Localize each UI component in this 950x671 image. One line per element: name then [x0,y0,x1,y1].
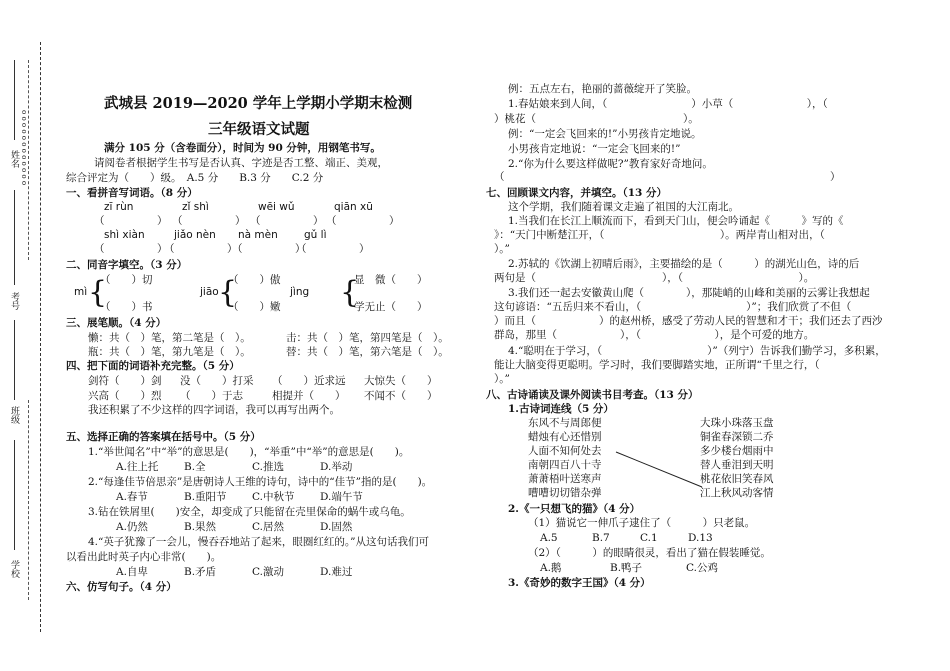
cat-q1: （1）猫说它一伸爪子逮住了（ ）只老鼠。 [528,517,756,529]
stroke-q2: 击：共（ ）笔，第四笔是（ ）。 [286,332,449,344]
name-label: 姓名 [9,150,19,168]
homophone-c1: 显 微（ ） [354,274,428,286]
option: D.举动 [320,461,353,473]
recall-q1-line1: 1.当我们在长江上顺流而下，看到天门山，便会吟诵起《 》写的《 [508,215,844,227]
section-1-heading: 一、看拼音写词语。（8 分） [66,187,198,199]
option: A.5 [540,532,558,544]
recall-q2-line1: 2.苏轼的《饮湖上初晴后雨》，主要描绘的是（ ）的湖光山色，诗的后 [508,258,860,270]
school-label: 学校 [9,560,19,578]
pinyin-2: zǐ shì [182,201,209,213]
choice-q1: 1.“举世闻名”中“举”的意思是( )，“举重”中“举”的意思是( )。 [88,446,410,458]
stroke-q3: 瓶：共（ ）笔，第九笔是（ ）。 [88,346,251,358]
option: C.中秋节 [252,491,295,503]
recall-q3-line2: 这句谚语：“五岳归来不看山，（ ）”；我们欣赏了不但（ [494,301,852,313]
rewrite-example-1: 例：五点左右，艳丽的蔷薇绽开了笑脸。 [508,83,697,95]
pinyin-6: jiǎo nèn [174,229,216,241]
homophone-c2: 学无止（ ） [354,301,428,313]
option: D.端午节 [320,491,363,503]
pinyin-8: gǔ lì [304,229,327,241]
answer-box: （ ） [172,215,246,227]
school-line [14,440,15,550]
intro-line-2: 综合评定为（ ）级。 A.5 分 B.3 分 C.2 分 [66,172,324,184]
idiom: 剑符（ ）剑 [88,375,162,387]
exam-info: 满分 105 分（含卷面分），时间为 90 分钟，用钢笔书写。 [104,142,381,154]
option: D.难过 [320,566,353,578]
option: B.果然 [184,521,217,533]
homophone-b2: （ ）嫩 [228,301,281,313]
poem-right-line: 桃花依旧笑春风 [700,473,774,485]
poem-right-line: 多少楼台烟雨中 [700,445,774,457]
option: C.居然 [252,521,284,533]
recall-intro: 这个学期，我们随着课文走遍了祖国的大江南北。 [508,201,739,213]
number-kingdom-heading: 3.《奇妙的数字王国》（4 分） [508,577,651,589]
rewrite-q2-answer: （ ） [494,171,841,183]
exam-no-line [14,190,15,285]
option: D.13 [688,532,713,544]
option: A.自卑 [116,566,148,578]
stroke-q4: 替：共（ ）笔，第六笔是（ ）。 [286,346,449,358]
brace-jiao: { [218,275,238,310]
answer-box: （ ） [94,215,168,227]
option: A.春节 [116,491,148,503]
cat-book-heading: 2.《一只想飞的猫》（4 分） [508,503,641,515]
rewrite-example-3: 小男孩肯定地说：“一定会飞回来的!” [508,143,681,155]
brace-mi: { [88,275,108,310]
section-7-heading: 七、回顾课文内容，并填空。（13 分） [486,187,668,199]
rewrite-example-2: 例：“一定会飞回来的!”小男孩肯定地说。 [508,128,702,140]
poetry-match-heading: 1.古诗词连线（5 分） [508,403,614,415]
option: C.1 [640,532,658,544]
idiom: 大惊失（ ） [364,375,438,387]
homophone-b1: （ ）傲 [228,274,281,286]
choice-q4-line2: 以看出此时英子内心非常( )。 [66,551,222,563]
idiom: 没（ ）打采 [180,375,254,387]
section-4-heading: 四、把下面的词语补充完整。（5 分） [66,360,240,372]
pinyin-3: wēi wǔ [258,201,295,213]
pinyin-1: zī rùn [104,201,134,213]
poem-right-line: 大珠小珠落玉盘 [700,417,774,429]
poem-left-line: 南朝四百八十寺 [528,459,602,471]
recall-q1-line3: ）。” [494,243,510,255]
idiom: 相提并（ ） [272,390,346,402]
binding-cut-line [40,42,41,632]
poem-right-line: 铜雀春深锁二乔 [700,431,774,443]
stroke-q1: 懒：共（ ）笔，第二笔是（ ）。 [88,332,251,344]
pinyin-jing: jìng [290,286,310,298]
poem-left-line: 东风不与周郎便 [528,417,602,429]
option: B.鸭子 [610,562,643,574]
recall-q4-line3: ）。” [494,373,510,385]
answer-box: （ ） [94,243,168,255]
intro-line-1: 请阅卷者根据学生书写是否认真、字迹是否工整、端正、美观， [94,157,388,169]
option: B.矛盾 [184,566,217,578]
option: A.往上托 [116,461,159,473]
name-line [14,60,15,140]
idiom: 兴高（ ）烈 [88,390,162,402]
option: C.公鸡 [686,562,718,574]
idiom: （ ）近求远 [272,375,346,387]
section-6-heading: 六、仿写句子。（4 分） [66,581,177,593]
choice-q2: 2.“每逢佳节倍思亲”是唐朝诗人王维的诗句，诗中的“佳节”指的是( )。 [88,476,433,488]
answer-box: （ ） [232,243,306,255]
exam-subtitle: 三年级语文试题 [208,121,310,138]
pinyin-4: qiān xū [334,201,373,213]
rewrite-q1-line1: 1.春姑娘来到人间，（ ）小草（ ），（ [508,98,828,110]
recall-q3-line4: 群岛，那里（ ），（ ），是个可爱的地方。 [494,329,815,341]
idiom: 不闻不（ ） [364,390,438,402]
answer-box: （ ） [326,215,400,227]
poem-right-line: 江上秋风动客情 [700,487,774,499]
pinyin-7: nà mèn [238,229,278,241]
poem-left-line: 萧萧梧叶送寒声 [528,473,602,485]
option: D.固然 [320,521,353,533]
section-8-heading: 八、古诗诵读及课外阅读书目考查。（13 分） [486,389,699,401]
recall-q3-line3: ）而且（ ）的赵州桥，感受了劳动人民的智慧和才干；我们还去了西沙 [494,315,883,327]
class-label: 班级 [9,406,19,424]
cat-q2: （2）（ ）的眼睛很灵，看出了猫在假装睡觉。 [528,547,771,559]
choice-q3: 3.钻在铁屑里( )安全，却变成了只能留在壳里保命的蜗牛或乌龟。 [88,506,411,518]
pinyin-5: shì xiàn [104,229,145,241]
poem-left-line: 嘈嘈切切错杂弹 [528,487,602,499]
recall-q4-line2: 能让大脑变得更聪明。学习时，我们要脚踏实地，正所谓“千里之行，（ [494,359,820,371]
binding-dashed-line-bottom [28,400,29,600]
recall-q4-line1: 4.“聪明在于学习，（ ）”（列宁）告诉我们勤学习，多积累， [508,345,886,357]
match-line [612,450,708,490]
exam-no-label: 考号 [9,292,19,310]
exam-title: 武城县 2019—2020 学年上学期小学期末检测 [104,95,413,112]
option: A.鹅 [540,562,562,574]
section-3-heading: 三、展笔顺。（4 分） [66,317,167,329]
homophone-a2: （ ）书 [100,301,153,313]
option: B.重阳节 [184,491,227,503]
idiom: （ ）于志 [180,390,243,402]
binding-dashed-line-top [28,60,29,260]
binding-dots: o o o o o o o o o o o o [20,110,28,186]
answer-box: （ ） [296,243,370,255]
rewrite-q1-line2: ）桃花（ ）。 [494,113,699,125]
pinyin-jiao: jiāo [200,286,219,298]
poem-left-line: 人面不知何处去 [528,445,602,457]
homophone-a1: （ ）切 [100,274,153,286]
idiom-extra: 我还积累了不少这样的四字词语，我可以再写出两个。 [88,404,340,416]
recall-q1-line2: 》：“天门中断楚江开，（ ）。两岸青山相对出，（ [494,229,825,241]
rewrite-q2: 2.“你为什么要这样做呢?”教育家好奇地问。 [508,158,713,170]
recall-q2-line2: 两句是（ ），（ ）。 [494,272,815,284]
section-5-heading: 五、选择正确的答案填在括号中。（5 分） [66,431,261,443]
brace-jing: { [340,275,360,310]
pinyin-mi: mì [74,286,88,298]
choice-q4-line1: 4.“英子犹豫了一会儿，慢吞吞地站了起来，眼圈红红的。”从这句话我们可 [88,536,430,548]
recall-q3-line1: 3.我们还一起去安徽黄山爬（ ），那陡峭的山峰和美丽的云雾让我想起 [508,287,870,299]
option: B.7 [592,532,610,544]
option: C.推选 [252,461,284,473]
poem-left-line: 蜡烛有心还惜别 [528,431,602,443]
section-2-heading: 二、同音字填空。（3 分） [66,259,188,271]
answer-box: （ ） [250,215,324,227]
option: B.全 [184,461,206,473]
option: C.激动 [252,566,284,578]
option: A.仍然 [116,521,148,533]
class-line [14,320,15,400]
answer-box: （ ） [164,243,238,255]
poem-right-line: 替人垂泪到天明 [700,459,774,471]
